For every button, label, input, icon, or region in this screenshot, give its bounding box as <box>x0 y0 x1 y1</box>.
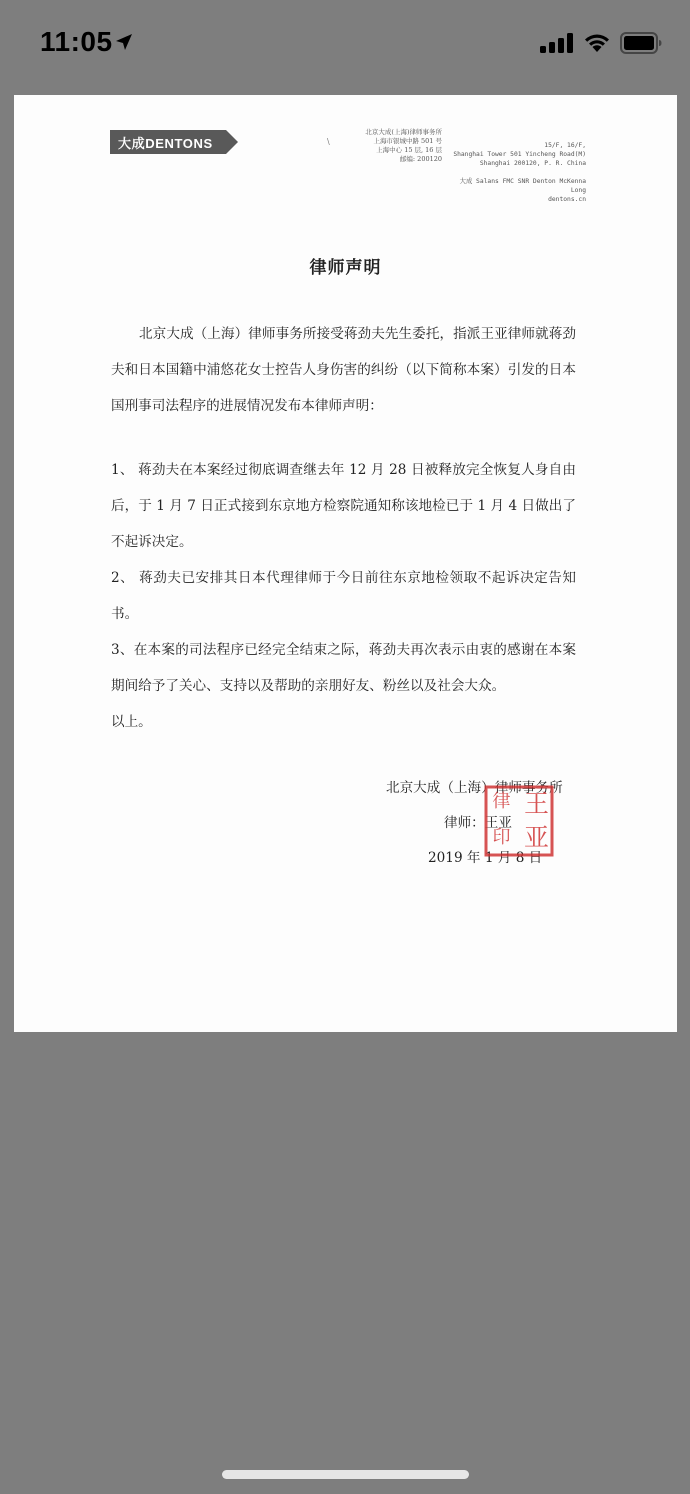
signature-lawyer: 律师：王亚 <box>444 815 512 831</box>
addr-en-line: Shanghai 200120, P. R. China <box>479 160 586 167</box>
document-title: 律师声明 <box>309 258 382 278</box>
seal-char: 亚 <box>523 823 549 852</box>
document-page <box>14 95 677 1032</box>
statement-item-2: 2、 蒋劲夫已安排其日本代理律师于今日前往东京地检领取不起诉决定告知书。 <box>111 570 576 622</box>
dentons-logo <box>110 130 238 154</box>
addr-en-line: 15/F, 16/F, <box>544 142 586 149</box>
addr-en-line: dentons.cn <box>548 196 586 203</box>
red-seal-stamp <box>484 785 554 857</box>
letterhead-address-en <box>444 141 586 204</box>
signature-date: 2019 年 1 月 8 日 <box>428 850 543 866</box>
addr-spacer <box>444 168 586 177</box>
seal-right-column <box>519 785 554 857</box>
status-time: 11:05 <box>40 26 113 57</box>
wifi-icon <box>583 31 611 53</box>
seal-char: 王 <box>523 789 549 818</box>
battery-icon <box>620 32 662 54</box>
location-arrow-icon <box>114 32 134 52</box>
addr-cn-line: 邮编: 200120 <box>399 155 442 163</box>
addr-cn-line: 上海市银城中路 501 号 <box>373 137 442 145</box>
addr-cn-line: 北京大成(上海)律师事务所 <box>365 128 442 136</box>
addr-en-line: 大成 Salans FMC SNR Denton McKenna Long <box>459 178 586 194</box>
status-bar <box>0 0 690 90</box>
seal-char: 律 <box>492 791 511 812</box>
signature-firm: 北京大成（上海）律师事务所 <box>386 780 563 796</box>
logo-text: 大成DENTONS <box>118 136 213 151</box>
letterhead-address-cn <box>326 128 442 164</box>
addr-en-line: Shanghai Tower 501 Yincheng Road(M) <box>453 151 586 158</box>
closing-text: 以上。 <box>111 714 152 730</box>
home-indicator[interactable] <box>222 1470 469 1479</box>
letterhead-mark: \ <box>327 137 330 146</box>
cellular-signal-icon <box>540 33 574 53</box>
statement-item-1: 1、 蒋劲夫在本案经过彻底调查继去年 12 月 28 日被释放完全恢复人身自由后，于 1 月 7 日正式接到东京地方检察院通知称该地检已于 1 月 4 日做出了不起诉决定。 <box>111 462 576 550</box>
seal-char: 印 <box>492 827 511 848</box>
intro-paragraph: 北京大成（上海）律师事务所接受蒋劲夫先生委托，指派王亚律师就蒋劲夫和日本国籍中浦悠花女士控告人身伤害的纠纷（以下简称本案）引发的日本国刑事司法程序的进展情况发布本律师声明： <box>111 326 576 414</box>
statement-item-3: 3、在本案的司法程序已经完全结束之际，蒋劲夫再次表示由衷的感谢在本案期间给予了关心、支持以及帮助的亲朋好友、粉丝以及社会大众。 <box>111 642 576 694</box>
addr-cn-line: 上海中心 15 层, 16 层 <box>376 146 442 154</box>
